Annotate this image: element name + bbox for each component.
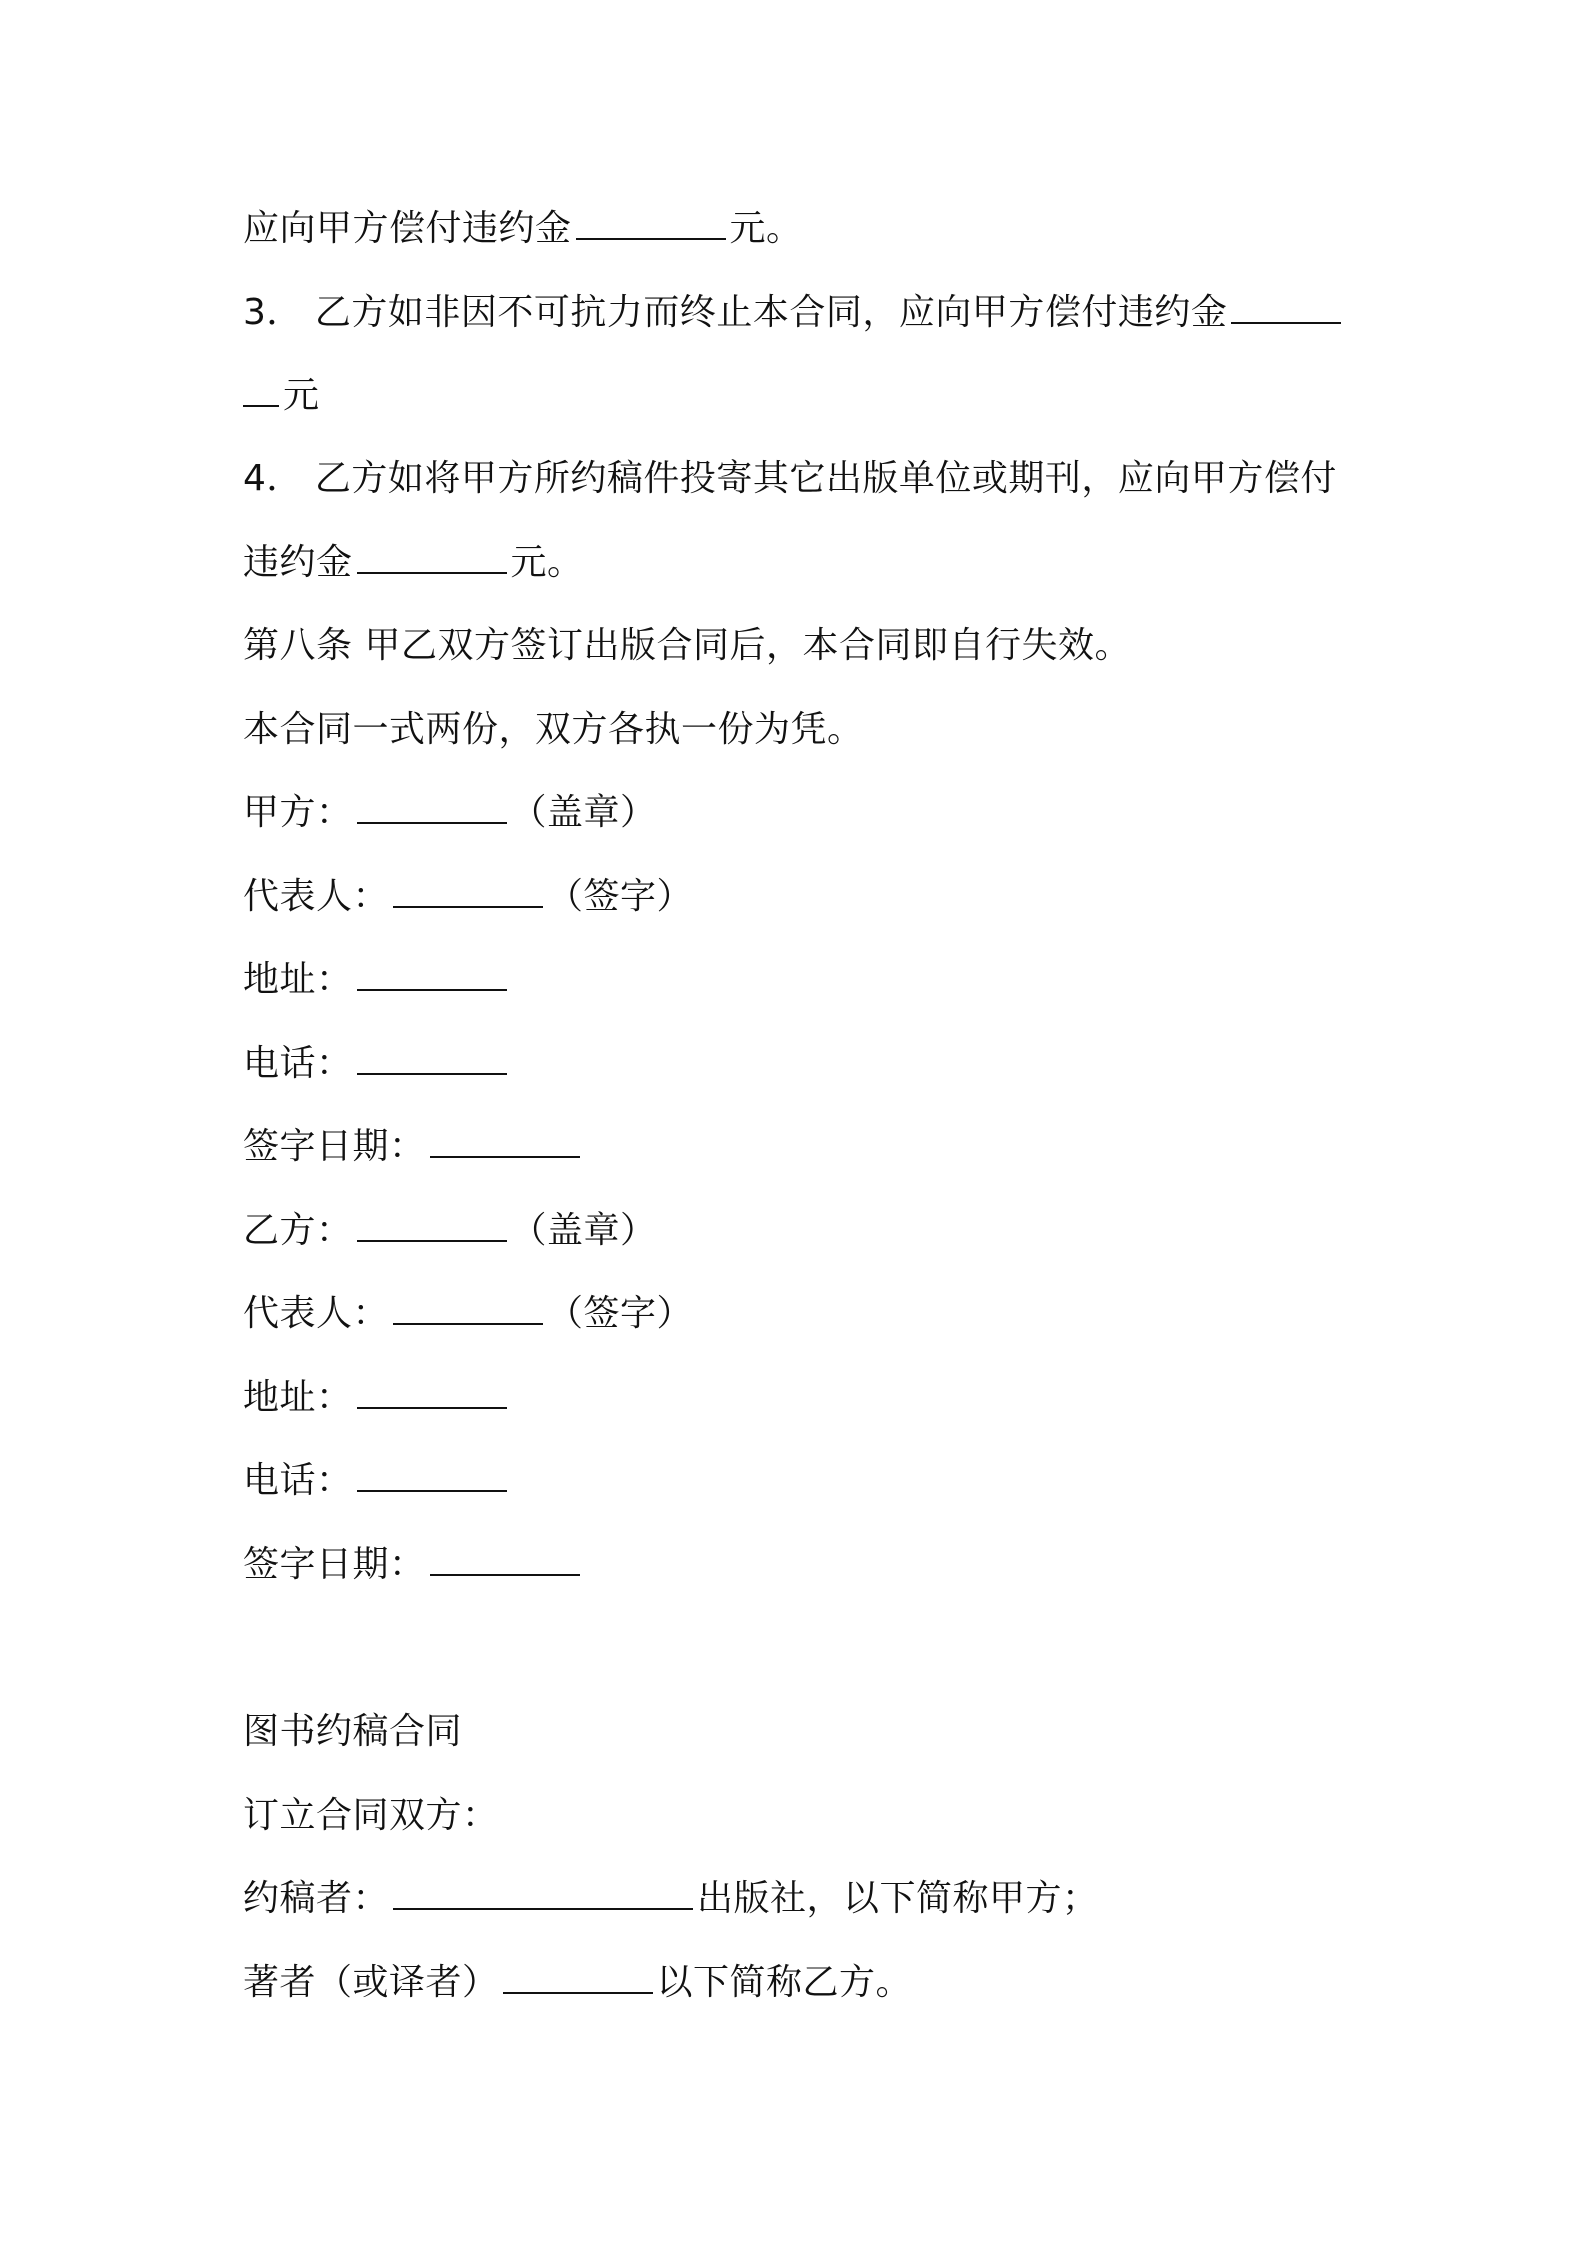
commissioner-suffix: 出版社，以下简称甲方； [697,1878,1099,1919]
clause7-item3-line2 [243,372,320,420]
item3-penalty-blank [1231,290,1341,324]
party-a-phone-blank [357,1041,507,1075]
party-b-label: 乙方： [243,1210,353,1251]
party-a-sign: （签字） [547,876,694,917]
author-blank [503,1960,653,1994]
party-a-phone-label: 电话： [243,1043,353,1084]
party-b-phone-label: 电话： [243,1460,353,1501]
party-b-date-label: 签字日期： [243,1544,426,1585]
item4-penalty-blank [357,540,507,574]
commissioner-blank [393,1876,693,1910]
party-b-rep-row [243,1290,693,1338]
author-row [243,1959,912,2007]
party-b-phone-blank [357,1458,507,1492]
party-b-date-blank [430,1542,580,1576]
party-a-seal: （盖章） [510,792,657,833]
party-a-name-blank [357,790,507,824]
copies-statement: 本合同一式两份，双方各执一份为凭。 [243,709,864,750]
party-a-name-row [243,789,657,837]
party-a-rep-label: 代表人： [243,876,390,917]
party-b-phone-row [243,1457,511,1505]
party-b-address-label: 地址： [243,1377,353,1418]
new-contract-title: 图书约稿合同 [243,1711,463,1752]
item4-suffix: 元。 [510,542,584,583]
party-b-sign: （签字） [547,1293,694,1334]
author-label: 著者（或译者） [243,1962,499,2003]
party-a-date-label: 签字日期： [243,1126,426,1167]
party-b-address-blank [357,1375,507,1409]
item4-text: 4． 乙方如将甲方所约稿件投寄其它出版单位或期刊，应向甲方偿付 [243,458,1337,499]
clause7-item3-line1 [243,289,1345,337]
item4-prefix: 违约金 [243,542,353,583]
clause8: 第八条 甲乙双方签订出版合同后，本合同即自行失效。 [243,625,1131,666]
item3-penalty-blank-cont [243,373,279,407]
clause7-line1 [243,205,803,253]
party-a-label: 甲方： [243,792,353,833]
party-a-address-blank [357,957,507,991]
item3-suffix: 元 [283,375,320,416]
party-b-seal: （盖章） [510,1210,657,1251]
party-a-address-row [243,956,511,1004]
clause7-line1-suffix: 元。 [729,208,803,249]
party-a-address-label: 地址： [243,959,353,1000]
commissioner-label: 约稿者： [243,1878,390,1919]
party-a-rep-row [243,873,693,921]
party-b-name-blank [357,1208,507,1242]
commissioner-row [243,1875,1099,1923]
clause7-item4-line1 [243,455,1337,503]
party-a-rep-blank [393,874,543,908]
penalty-blank [576,206,726,240]
party-a-phone-row [243,1040,511,1088]
party-a-date-row [243,1123,584,1171]
clause7-line1-text: 应向甲方偿付违约金 [243,208,572,249]
party-a-date-blank [430,1124,580,1158]
contract-parties-label: 订立合同双方： [243,1795,499,1836]
party-b-date-row [243,1541,584,1589]
clause7-item4-line2 [243,539,584,587]
item3-text: 3． 乙方如非因不可抗力而终止本合同，应向甲方偿付违约金 [243,292,1228,333]
party-b-rep-blank [393,1291,543,1325]
party-b-rep-label: 代表人： [243,1293,390,1334]
party-b-address-row [243,1374,511,1422]
author-suffix: 以下简称乙方。 [656,1962,913,2003]
party-b-name-row [243,1207,657,1255]
